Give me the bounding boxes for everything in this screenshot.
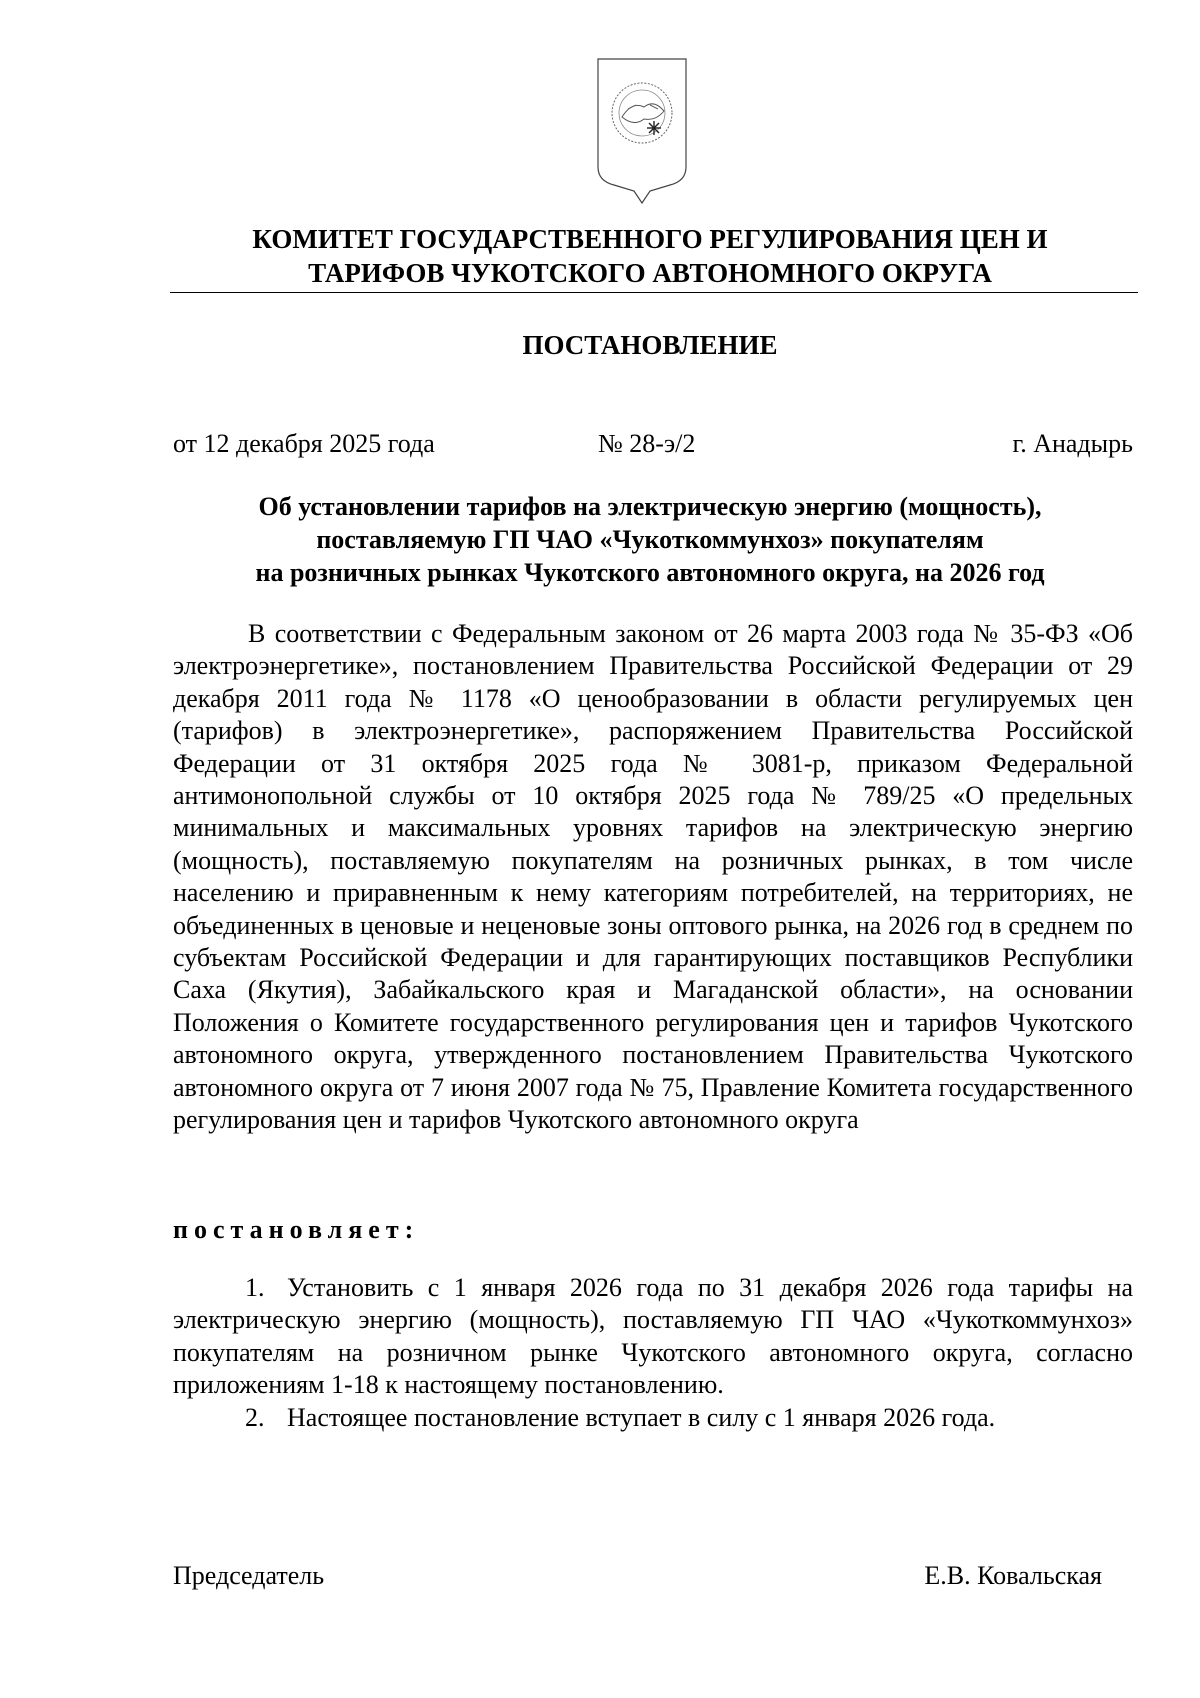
org-name-line-1: КОМИТЕТ ГОСУДАРСТВЕННОГО РЕГУЛИРОВАНИЯ ЦЕН И — [252, 224, 1048, 254]
subject-line-3: на розничных рынках Чукотского автономного округа, на 2026 год — [255, 558, 1045, 587]
org-name-line-2: ТАРИФОВ ЧУКОТСКОГО АВТОНОМНОГО ОКРУГА — [308, 258, 992, 288]
subject-line-2: поставляемую ГП ЧАО «Чукоткоммунхоз» покупателям — [316, 525, 984, 554]
decree-items — [173, 1272, 1133, 1434]
item-number: 2. — [245, 1402, 265, 1432]
document-number: № 28-э/2 — [598, 429, 696, 458]
signatory-name: Е.В. Ковальская — [924, 1561, 1102, 1590]
document-city: г. Анадырь — [1012, 429, 1133, 458]
document-date: от 12 декабря 2025 года — [173, 429, 435, 458]
document-subject — [170, 490, 1130, 589]
signatory-title: Председатель — [173, 1561, 325, 1590]
item-text: Настоящее постановление вступает в силу с 1 января 2026 года. — [287, 1402, 996, 1432]
decree-item — [173, 1272, 1133, 1402]
item-text: Установить с 1 января 2026 года по 31 декабря 2026 года тарифы на электрическую энергию (мощность), поставляемую ГП ЧАО «Чукоткоммунхоз» покупателям на розничном рынке Чукотского автономного округа, согласно приложениям 1-18 к настоящему постановлению. — [173, 1273, 1133, 1400]
header-divider — [170, 292, 1138, 293]
organization-name — [170, 222, 1130, 290]
document-type-title: ПОСТАНОВЛЕНИЕ — [522, 330, 778, 360]
preamble-paragraph: В соответствии с Федеральным законом от 26 марта 2003 года № 35-ФЗ «Об электроэнергетике», постановлением Правительства Российской Федерации от 29 декабря 2011 года № 1178 «О ценообразовании в области регулируемых цен (тарифов) в электроэнергетике», распоряжением Правительства Российской Федерации от 31 октября 2025 года № 3081-р, приказом Федеральной антимонопольной службы от 10 октября 2025 года № 789/25 «О предельных минимальных и максимальных уровнях тарифов на электрическую энергию (мощность), поставляемую покупателям на розничных рынках, в том числе населению и приравненным к нему категориям потребителей, на территориях, не объединенных в ценовые и неценовые зоны оптового рынка, на 2026 год в среднем по субъектам Российской Федерации и для гарантирующих поставщиков Республики Саха (Якутия), Забайкальского края и Магаданской области», на основании Положения о Комитете государственного регулирования цен и тарифов Чукотского автономного округа, утвержденного постановлением Правительства Чукотского автономного округа от 7 июня 2007 года № 75, Правление Комитета государственного регулирования цен и тарифов Чукотского автономного округа — [173, 619, 1133, 1135]
decree-word: постановляет: — [173, 1215, 420, 1244]
decree-item — [173, 1402, 1133, 1434]
coat-of-arms-emblem — [592, 55, 692, 207]
item-number: 1. — [245, 1273, 265, 1302]
subject-line-1: Об установлении тарифов на электрическую энергию (мощность), — [258, 492, 1042, 521]
